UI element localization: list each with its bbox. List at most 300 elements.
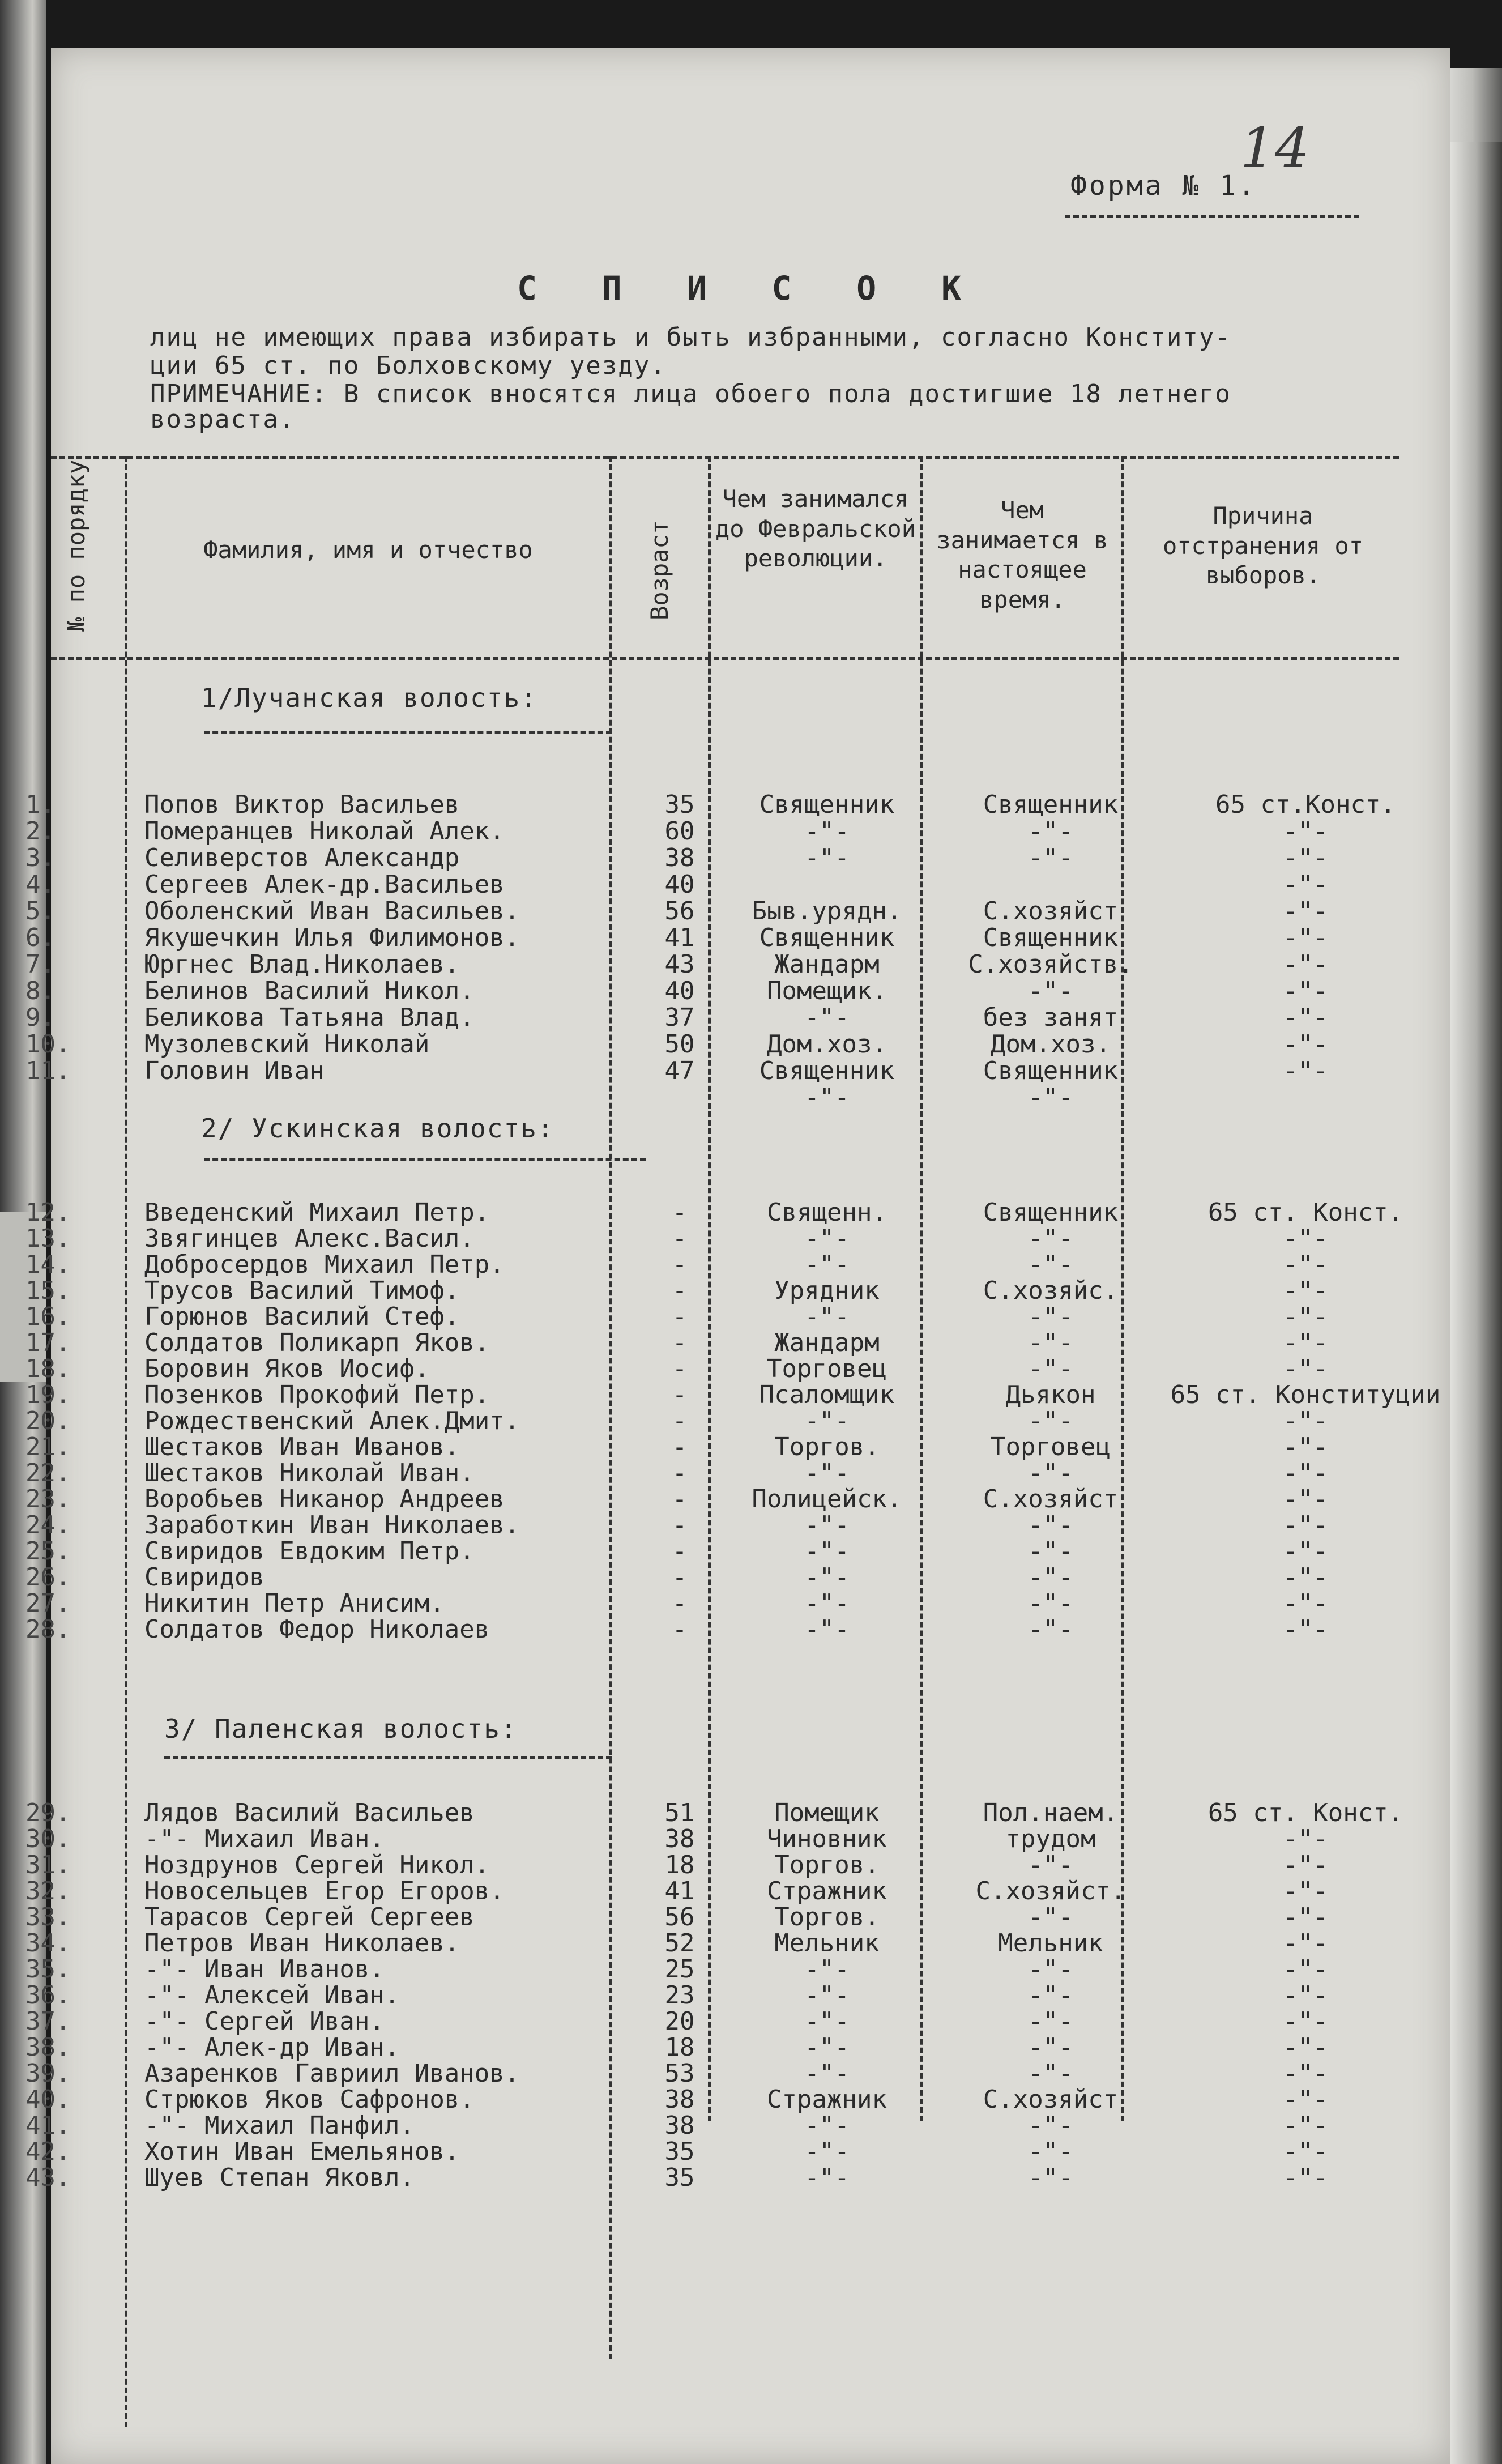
cell-num: 41. — [25, 2111, 71, 2140]
cell-num: 38. — [25, 2033, 71, 2062]
table-row — [25, 2137, 1450, 2166]
cell-reason: -"- — [1283, 1903, 1328, 1932]
cell-num: 9. — [25, 1003, 56, 1032]
table-row — [25, 977, 1450, 1005]
subtitle-line-4: возраста. — [150, 405, 296, 434]
cell-reason: -"- — [1283, 977, 1328, 1005]
cell-name: Ноздрунов Сергей Никол. — [144, 1851, 490, 1879]
cell-before: Быв.урядн. — [752, 897, 902, 926]
cell-age: 43 — [664, 950, 695, 979]
cell-reason: 65 ст.Конст. — [1215, 790, 1396, 819]
cell-reason: -"- — [1283, 1406, 1328, 1435]
cell-now: С.хозяйс. — [983, 1276, 1119, 1305]
cell-num: 36. — [25, 1981, 71, 2010]
cell-reason: -"- — [1283, 923, 1328, 952]
cell-reason: -"- — [1283, 950, 1328, 979]
table-row — [25, 1903, 1450, 1932]
cell-num: 26. — [25, 1563, 71, 1592]
cell-name: Звягинцев Алекс.Васил. — [144, 1224, 475, 1253]
cell-reason: -"- — [1283, 1563, 1328, 1592]
cell-name: Добросердов Михаил Петр. — [144, 1250, 505, 1279]
cell-name: Воробьев Никанор Андреев — [144, 1485, 505, 1514]
handwritten-page-number: 14 — [1240, 116, 1310, 180]
cell-age: 40 — [664, 870, 695, 899]
cell-reason: -"- — [1283, 897, 1328, 926]
cell-age: 35 — [664, 790, 695, 819]
table-row — [25, 2085, 1450, 2114]
table-row — [25, 870, 1450, 899]
table-row — [25, 1003, 1450, 1032]
cell-num: 23. — [25, 1485, 71, 1514]
cell-name: Трусов Василий Тимоф. — [144, 1276, 460, 1305]
cell-before: Мельник — [774, 1929, 880, 1958]
cell-num: 34. — [25, 1929, 71, 1958]
table-row — [25, 1851, 1450, 1879]
cell-reason: -"- — [1283, 2137, 1328, 2166]
cell-age: 20 — [664, 2007, 695, 2036]
cell-reason: 65 ст. Конституции — [1170, 1380, 1441, 1409]
cell-before: -"- — [804, 1981, 850, 2010]
cell-reason: -"- — [1283, 1485, 1328, 1514]
cell-name: Хотин Иван Емельянов. — [144, 2137, 460, 2166]
cell-before: Торгов. — [774, 1903, 880, 1932]
cell-age: - — [672, 1459, 688, 1487]
cell-before: -"- — [804, 2163, 850, 2192]
cell-num: 18. — [25, 1354, 71, 1383]
cell-before: -"- — [804, 1083, 850, 1112]
cell-name: Лядов Василий Васильев — [144, 1798, 475, 1827]
cell-reason: -"- — [1283, 2059, 1328, 2088]
cell-name: Рождественский Алек.Дмит. — [144, 1406, 520, 1435]
cell-now: С.хозяйст — [983, 2085, 1119, 2114]
cell-now: -"- — [1028, 2007, 1073, 2036]
table-row — [25, 2111, 1450, 2140]
cell-now: С.хозяйст — [983, 897, 1119, 926]
cell-name: -"- Сергей Иван. — [144, 2007, 385, 2036]
cell-now: -"- — [1028, 2033, 1073, 2062]
cell-reason: -"- — [1283, 2007, 1328, 2036]
cell-age: 35 — [664, 2137, 695, 2166]
cell-num: 31. — [25, 1851, 71, 1879]
cell-now: -"- — [1028, 1511, 1073, 1540]
cell-now: -"- — [1028, 2137, 1073, 2166]
table-row — [25, 1302, 1450, 1331]
cell-age: 40 — [664, 977, 695, 1005]
section-underline — [204, 1158, 646, 1161]
cell-num: 27. — [25, 1589, 71, 1618]
section-title-palenskaya: 3/ Паленская волость: — [164, 1713, 518, 1744]
table-row — [25, 2033, 1450, 2062]
cell-age: - — [672, 1589, 688, 1618]
cell-before: -"- — [804, 1615, 850, 1644]
header-before: Чем занимался до Февральской революции. — [715, 485, 916, 572]
cell-reason: 65 ст. Конст. — [1207, 1198, 1403, 1227]
cell-reason: -"- — [1283, 1224, 1328, 1253]
cell-now: С.хозяйст. — [975, 1877, 1126, 1905]
cell-before: Урядник — [774, 1276, 880, 1305]
cell-num: 5. — [25, 897, 56, 926]
cell-num: 35. — [25, 1955, 71, 1984]
cell-age: 18 — [664, 1851, 695, 1879]
cell-name: Померанцев Николай Алек. — [144, 817, 505, 846]
cell-name: Свиридов Евдоким Петр. — [144, 1537, 475, 1566]
cell-age: - — [672, 1276, 688, 1305]
cell-name: Стрюков Яков Сафронов. — [144, 2085, 475, 2114]
table-row — [25, 897, 1450, 926]
cell-num: 12. — [25, 1198, 71, 1227]
cell-reason: -"- — [1283, 1003, 1328, 1032]
cell-before: -"- — [804, 1224, 850, 1253]
section-underline — [204, 731, 612, 734]
cell-before: -"- — [804, 817, 850, 846]
cell-name: Солдатов Федор Николаев — [144, 1615, 490, 1644]
cell-num: 8. — [25, 977, 56, 1005]
cell-num: 7. — [25, 950, 56, 979]
table-row — [25, 1615, 1450, 1644]
subtitle-line-2: ции 65 ст. по Болховскому уезду. — [150, 351, 667, 380]
table-row — [25, 1276, 1450, 1305]
cell-age: 23 — [664, 1981, 695, 2010]
cell-before: Помещик. — [767, 977, 887, 1005]
table-row — [25, 817, 1450, 846]
cell-age: - — [672, 1615, 688, 1644]
cell-now: -"- — [1028, 2059, 1073, 2088]
cell-name: -"- Алек-др Иван. — [144, 2033, 400, 2062]
table-row — [25, 1589, 1450, 1618]
cell-before: -"- — [804, 1563, 850, 1592]
table-row — [25, 1250, 1450, 1279]
cell-age: 56 — [664, 1903, 695, 1932]
cell-name: Юргнес Влад.Николаев. — [144, 950, 460, 979]
cell-before: Полицейск. — [752, 1485, 902, 1514]
cell-num: 3. — [25, 843, 56, 872]
cell-reason: -"- — [1283, 2111, 1328, 2140]
cell-num: 40. — [25, 2085, 71, 2114]
cell-age: 25 — [664, 1955, 695, 1984]
cell-num: 2. — [25, 817, 56, 846]
cell-before: Псаломщик — [759, 1380, 895, 1409]
cell-reason: -"- — [1283, 1354, 1328, 1383]
cell-reason: -"- — [1283, 1056, 1328, 1085]
table-row — [25, 1511, 1450, 1540]
cell-num: 29. — [25, 1798, 71, 1827]
cell-now: -"- — [1028, 1563, 1073, 1592]
cell-name: Попов Виктор Васильев — [144, 790, 460, 819]
cell-num: 37. — [25, 2007, 71, 2036]
cell-before: -"- — [804, 1955, 850, 1984]
cell-name: Якушечкин Илья Филимонов. — [144, 923, 520, 952]
cell-reason: -"- — [1283, 870, 1328, 899]
cell-reason: -"- — [1283, 1511, 1328, 1540]
cell-num: 39. — [25, 2059, 71, 2088]
cell-now: Дом.хоз. — [991, 1030, 1111, 1059]
cell-name: Шестаков Иван Иванов. — [144, 1433, 460, 1461]
cell-num: 14. — [25, 1250, 71, 1279]
table-row — [25, 1563, 1450, 1592]
table-row — [25, 1877, 1450, 1905]
cell-age: - — [672, 1198, 688, 1227]
cell-reason: 65 ст. Конст. — [1207, 1798, 1403, 1827]
cell-name: -"- Михаил Иван. — [144, 1824, 385, 1853]
form-label: Форма № 1. — [1070, 170, 1257, 202]
cell-num: 24. — [25, 1511, 71, 1540]
cell-now: -"- — [1028, 1903, 1073, 1932]
cell-before: Стражник — [767, 1877, 887, 1905]
cell-age: - — [672, 1328, 688, 1357]
cell-name: Боровин Яков Иосиф. — [144, 1354, 430, 1383]
cell-now: Священник — [983, 1056, 1119, 1085]
cell-age: - — [672, 1537, 688, 1566]
cell-before: -"- — [804, 843, 850, 872]
cell-age: 56 — [664, 897, 695, 926]
cell-name: Позенков Прокофий Петр. — [144, 1380, 490, 1409]
cell-reason: -"- — [1283, 1433, 1328, 1461]
table-row — [25, 1380, 1450, 1409]
cell-reason: -"- — [1283, 1615, 1328, 1644]
cell-name: Тарасов Сергей Сергеев — [144, 1903, 475, 1932]
cell-reason: -"- — [1283, 2085, 1328, 2114]
table-row — [25, 1537, 1450, 1566]
cell-now: -"- — [1028, 1589, 1073, 1618]
cell-reason: -"- — [1283, 843, 1328, 872]
cell-reason: -"- — [1283, 1981, 1328, 2010]
cell-now: С.хозяйств. — [968, 950, 1133, 979]
cell-name: Белинов Василий Никол. — [144, 977, 475, 1005]
table-row — [25, 923, 1450, 952]
cell-name: Петров Иван Николаев. — [144, 1929, 460, 1958]
cell-name: -"- Алексей Иван. — [144, 1981, 400, 2010]
section-title-luchanskaya: 1/Лучанская волость: — [201, 683, 537, 713]
cell-before: Священник — [759, 923, 895, 952]
cell-num: 21. — [25, 1433, 71, 1461]
cell-now: -"- — [1028, 1083, 1073, 1112]
cell-name: Беликова Татьяна Влад. — [144, 1003, 475, 1032]
cell-num: 32. — [25, 1877, 71, 1905]
cell-before: Торговец — [767, 1354, 887, 1383]
header-reason: Причина отстранения от выборов. — [1162, 502, 1363, 589]
cell-reason: -"- — [1283, 1276, 1328, 1305]
cell-num: 13. — [25, 1224, 71, 1253]
cell-name: Новосельцев Егор Егоров. — [144, 1877, 505, 1905]
cell-now: -"- — [1028, 1328, 1073, 1357]
cell-before: Священник — [759, 790, 895, 819]
cell-now: -"- — [1028, 1459, 1073, 1487]
table-row — [25, 2163, 1450, 2192]
table-row — [25, 1485, 1450, 1514]
document-page — [25, 48, 1450, 2464]
cell-num: 1. — [25, 790, 56, 819]
cell-reason: -"- — [1283, 1250, 1328, 1279]
cell-num: 43. — [25, 2163, 71, 2192]
cell-age: - — [672, 1485, 688, 1514]
form-label-underline — [1065, 215, 1359, 218]
cell-reason: -"- — [1283, 817, 1328, 846]
cell-now: -"- — [1028, 977, 1073, 1005]
cell-now: без занят — [983, 1003, 1119, 1032]
cell-before: -"- — [804, 1511, 850, 1540]
table-row — [25, 1056, 1450, 1085]
cell-reason: -"- — [1283, 1955, 1328, 1984]
cell-now: -"- — [1028, 843, 1073, 872]
cell-name: -"- Иван Иванов. — [144, 1955, 385, 1984]
table-row — [25, 1824, 1450, 1853]
cell-now: -"- — [1028, 1224, 1073, 1253]
cell-before: -"- — [804, 1003, 850, 1032]
cell-age: 35 — [664, 2163, 695, 2192]
table-row — [25, 950, 1450, 979]
cell-name: Горюнов Василий Стеф. — [144, 1302, 460, 1331]
cell-reason: -"- — [1283, 1328, 1328, 1357]
cell-num: 15. — [25, 1276, 71, 1305]
subtitle-line-1: лиц не имеющих права избирать и быть избранными, согласно Конститу- — [150, 323, 1231, 352]
cell-now: трудом — [1005, 1824, 1096, 1853]
cell-age: 51 — [664, 1798, 695, 1827]
cell-before: -"- — [804, 2137, 850, 2166]
table-row — [25, 1354, 1450, 1383]
cell-before: -"- — [804, 1589, 850, 1618]
cell-before: -"- — [804, 1250, 850, 1279]
cell-age: 38 — [664, 2111, 695, 2140]
cell-age: - — [672, 1511, 688, 1540]
cell-name: Никитин Петр Анисим. — [144, 1589, 445, 1618]
section-underline — [164, 1756, 612, 1759]
cell-before: -"- — [804, 1537, 850, 1566]
cell-before: Дом.хоз. — [767, 1030, 887, 1059]
table-row — [25, 1798, 1450, 1827]
cell-age: - — [672, 1406, 688, 1435]
table-row — [25, 1030, 1450, 1059]
cell-now: Мельник — [998, 1929, 1103, 1958]
cell-name: Селиверстов Александр — [144, 843, 460, 872]
cell-age: 50 — [664, 1030, 695, 1059]
cell-before: Помещик — [774, 1798, 880, 1827]
cell-num: 42. — [25, 2137, 71, 2166]
cell-age: 41 — [664, 1877, 695, 1905]
cell-now: Дьякон — [1005, 1380, 1096, 1409]
table-header-rule — [51, 657, 1399, 660]
table-row — [25, 2059, 1450, 2088]
cell-name: Заработкин Иван Николаев. — [144, 1511, 520, 1540]
cell-before: Стражник — [767, 2085, 887, 2114]
section-title-uskinskaya: 2/ Ускинская волость: — [201, 1113, 554, 1144]
cell-now: -"- — [1028, 1981, 1073, 2010]
cell-now: -"- — [1028, 1955, 1073, 1984]
cell-reason: -"- — [1283, 1824, 1328, 1853]
table-row — [25, 1981, 1450, 2010]
cell-age: 60 — [664, 817, 695, 846]
cell-reason: -"- — [1283, 2033, 1328, 2062]
cell-before: Жандарм — [774, 1328, 880, 1357]
cell-now: Торговец — [991, 1433, 1111, 1461]
cell-name: Солдатов Поликарп Яков. — [144, 1328, 490, 1357]
cell-reason: -"- — [1283, 1877, 1328, 1905]
table-row — [25, 2007, 1450, 2036]
cell-name: Азаренков Гавриил Иванов. — [144, 2059, 520, 2088]
table-row — [25, 1328, 1450, 1357]
cell-num: 30. — [25, 1824, 71, 1853]
table-row — [25, 1406, 1450, 1435]
cell-reason: -"- — [1283, 1459, 1328, 1487]
cell-now: -"- — [1028, 2163, 1073, 2192]
cell-age: 52 — [664, 1929, 695, 1958]
cell-age: - — [672, 1224, 688, 1253]
cell-name: Шестаков Николай Иван. — [144, 1459, 475, 1487]
header-now: Чем занимается в настоящее время. — [936, 496, 1108, 613]
cell-now: Священник — [983, 1198, 1119, 1227]
cell-num: 19. — [25, 1380, 71, 1409]
cell-before: -"- — [804, 1406, 850, 1435]
cell-num: 16. — [25, 1302, 71, 1331]
cell-now: -"- — [1028, 2111, 1073, 2140]
cell-before: Священник — [759, 1056, 895, 1085]
cell-before: -"- — [804, 2033, 850, 2062]
cell-name: Шуев Степан Яковл. — [144, 2163, 415, 2192]
cell-before: -"- — [804, 2111, 850, 2140]
cell-before: Торгов. — [774, 1433, 880, 1461]
table-top-rule — [51, 456, 1399, 459]
cell-now: Священник — [983, 790, 1119, 819]
cell-reason: -"- — [1283, 1929, 1328, 1958]
cell-now: Священник — [983, 923, 1119, 952]
cell-reason: -"- — [1283, 1589, 1328, 1618]
cell-now: С.хозяйст — [983, 1485, 1119, 1514]
cell-name: Музолевский Николай — [144, 1030, 430, 1059]
cell-before: Чиновник — [767, 1824, 887, 1853]
cell-age: - — [672, 1354, 688, 1383]
cell-age: 38 — [664, 1824, 695, 1853]
cell-now: -"- — [1028, 1302, 1073, 1331]
cell-age: - — [672, 1250, 688, 1279]
document-title: С П И С О К — [517, 269, 984, 308]
cell-reason: -"- — [1283, 2163, 1328, 2192]
cell-num: 17. — [25, 1328, 71, 1357]
cell-age: 41 — [664, 923, 695, 952]
cell-num: 4. — [25, 870, 56, 899]
table-row — [25, 1433, 1450, 1461]
cell-num: 11. — [25, 1056, 71, 1085]
cell-now: -"- — [1028, 1615, 1073, 1644]
cell-age: 53 — [664, 2059, 695, 2088]
table-row — [51, 1083, 1450, 1111]
cell-name: -"- Михаил Панфил. — [144, 2111, 415, 2140]
header-name: Фамилия, имя и отчество — [203, 536, 533, 564]
cell-age: 47 — [664, 1056, 695, 1085]
cell-age: 38 — [664, 2085, 695, 2114]
cell-num: 25. — [25, 1537, 71, 1566]
cell-age: 18 — [664, 2033, 695, 2062]
cell-age: 37 — [664, 1003, 695, 1032]
cell-name: Сергеев Алек-др.Васильев — [144, 870, 505, 899]
table-row — [25, 1224, 1450, 1253]
table-row — [25, 1955, 1450, 1984]
cell-name: Свиридов — [144, 1563, 264, 1592]
cell-before: -"- — [804, 1302, 850, 1331]
table-row — [25, 790, 1450, 819]
cell-reason: -"- — [1283, 1851, 1328, 1879]
cell-age: - — [672, 1433, 688, 1461]
cell-num: 6. — [25, 923, 56, 952]
cell-before: Жандарм — [774, 950, 880, 979]
cell-name: Введенский Михаил Петр. — [144, 1198, 490, 1227]
cell-now: -"- — [1028, 1537, 1073, 1566]
cell-num: 10. — [25, 1030, 71, 1059]
cell-now: Пол.наем. — [983, 1798, 1119, 1827]
subtitle-line-3: ПРИМЕЧАНИЕ: В список вносятся лица обоего пола достигшие 18 летнего — [150, 380, 1231, 408]
cell-now: -"- — [1028, 1354, 1073, 1383]
cell-now: -"- — [1028, 1851, 1073, 1879]
cell-now: -"- — [1028, 1406, 1073, 1435]
cell-name: Оболенский Иван Васильев. — [144, 897, 520, 926]
